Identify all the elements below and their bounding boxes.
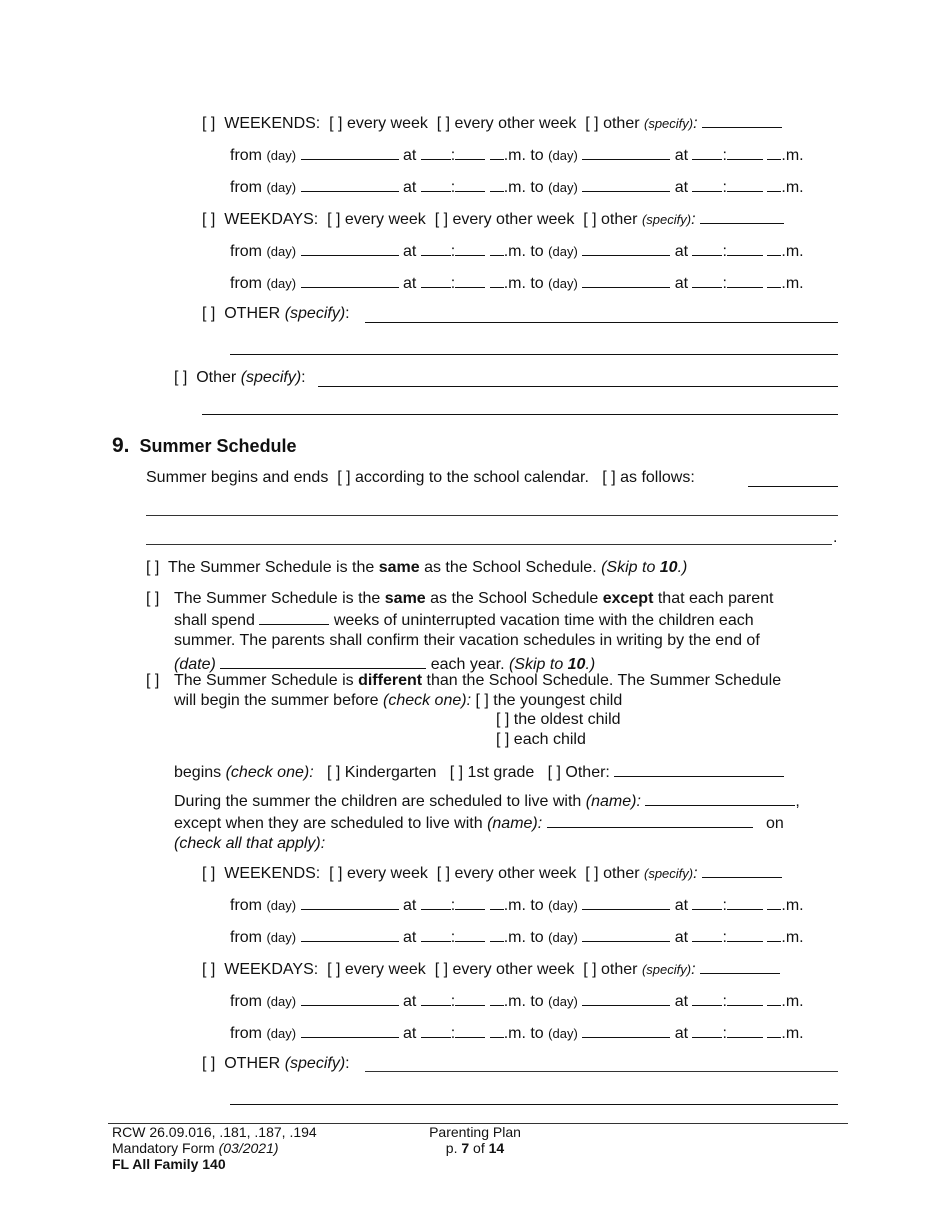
- other-outer-line-2[interactable]: [202, 414, 838, 415]
- hour-field[interactable]: [692, 990, 722, 1006]
- minute-field[interactable]: [727, 176, 763, 192]
- summer-different-checkbox-wrap: [146, 671, 159, 691]
- every-week-checkbox[interactable]: [ ]: [327, 211, 341, 228]
- minute-field[interactable]: [455, 240, 485, 256]
- to-day-field[interactable]: [582, 894, 670, 910]
- ampm-field[interactable]: [490, 1022, 504, 1038]
- date-field[interactable]: [220, 653, 426, 669]
- to-day-field[interactable]: [582, 990, 670, 1006]
- oldest-checkbox[interactable]: [ ]: [496, 711, 510, 728]
- to-day-field[interactable]: [582, 240, 670, 256]
- ampm-field[interactable]: [767, 144, 781, 160]
- minute-field[interactable]: [727, 894, 763, 910]
- summer-same-except-checkbox-wrap: [146, 589, 159, 609]
- section-title: Summer Schedule: [139, 436, 297, 456]
- ampm-field[interactable]: [490, 144, 504, 160]
- summer-same-except-option: The Summer Schedule is the same as the School Schedule except that each parent shall spend weeks of uninterrupted vacation time with the children each summer. The parents shall confirm their vacation schedules in writing by the end of (date) each year. (Skip to 10.): [174, 590, 774, 673]
- hour-field[interactable]: [421, 144, 451, 160]
- hour-field[interactable]: [692, 176, 722, 192]
- every-other-week-checkbox[interactable]: [ ]: [434, 961, 449, 978]
- each-child-option: [ ] each child: [496, 731, 586, 748]
- other-specify-line[interactable]: [365, 322, 838, 323]
- every-other-week-checkbox[interactable]: [ ]: [434, 211, 449, 228]
- oldest-option: [ ] the oldest child: [496, 711, 621, 728]
- from-row: from (day) at : .m. to (day) at : .m.: [230, 272, 804, 294]
- other-specify-field[interactable]: [700, 958, 780, 974]
- other-specify-line-2[interactable]: [230, 354, 838, 355]
- every-week-checkbox[interactable]: [ ]: [327, 961, 341, 978]
- hour-field[interactable]: [421, 1022, 451, 1038]
- minute-field[interactable]: [455, 176, 485, 192]
- from-day-field[interactable]: [301, 894, 399, 910]
- minute-field[interactable]: [727, 990, 763, 1006]
- minute-field[interactable]: [727, 240, 763, 256]
- ampm-field[interactable]: [767, 894, 781, 910]
- as-follows-line-2[interactable]: [146, 515, 838, 516]
- to-day-field[interactable]: [582, 272, 670, 288]
- footer-rcw: RCW 26.09.016, .181, .187, .194: [112, 1124, 317, 1140]
- hour-field[interactable]: [421, 272, 451, 288]
- from-day-field[interactable]: [301, 272, 399, 288]
- from-day-field[interactable]: [301, 990, 399, 1006]
- every-other-week-checkbox[interactable]: [ ]: [436, 865, 451, 882]
- other-caps-checkbox[interactable]: [ ]: [202, 1055, 216, 1072]
- to-day-field[interactable]: [582, 926, 670, 942]
- hour-field[interactable]: [692, 144, 722, 160]
- from-row: from (day) at : .m. to (day) at : .m.: [230, 176, 804, 198]
- begins-other-checkbox[interactable]: [ ]: [547, 764, 561, 781]
- from-day-field[interactable]: [301, 144, 399, 160]
- from-day-field[interactable]: [301, 926, 399, 942]
- hour-field[interactable]: [421, 990, 451, 1006]
- live-with-name-field[interactable]: [645, 790, 795, 806]
- summer-same-except-checkbox[interactable]: [ ]: [146, 590, 160, 607]
- weekends-checkbox[interactable]: [ ]: [202, 865, 216, 882]
- other-caps-checkbox[interactable]: [ ]: [202, 305, 216, 322]
- minute-field[interactable]: [727, 272, 763, 288]
- minute-field[interactable]: [727, 1022, 763, 1038]
- other-outer-line[interactable]: [318, 386, 838, 387]
- begins-other-field[interactable]: [614, 761, 784, 777]
- ampm-field[interactable]: [767, 926, 781, 942]
- summer-begins-row: Summer begins and ends [ ] according to the school calendar. [ ] as follows:: [146, 469, 695, 486]
- every-week-checkbox[interactable]: [ ]: [329, 115, 343, 132]
- hour-field[interactable]: [421, 926, 451, 942]
- ampm-field[interactable]: [490, 176, 504, 192]
- ampm-field[interactable]: [767, 176, 781, 192]
- section-9-heading: [112, 434, 297, 458]
- weeks-field[interactable]: [259, 609, 329, 625]
- youngest-checkbox[interactable]: [ ]: [475, 692, 489, 709]
- from-row: from (day) at : .m. to (day) at : .m.: [230, 894, 804, 916]
- ampm-field[interactable]: [767, 240, 781, 256]
- weekdays-checkbox[interactable]: [ ]: [202, 961, 216, 978]
- other-specify-field[interactable]: [702, 112, 782, 128]
- to-day-field[interactable]: [582, 176, 670, 192]
- hour-field[interactable]: [421, 894, 451, 910]
- summer-weekdays-row: [ ] WEEKDAYS: [ ] every week [ ] every other week [ ] other (specify):: [202, 958, 780, 980]
- kindergarten-checkbox[interactable]: [ ]: [326, 764, 341, 781]
- as-follows-line-3[interactable]: [146, 544, 832, 545]
- from-day-field[interactable]: [301, 1022, 399, 1038]
- ampm-field[interactable]: [490, 272, 504, 288]
- begins-row: begins (check one): [ ] Kindergarten [ ] 1st grade [ ] Other:: [174, 761, 784, 783]
- ampm-field[interactable]: [767, 272, 781, 288]
- from-day-field[interactable]: [301, 176, 399, 192]
- other-checkbox[interactable]: [ ]: [585, 865, 599, 882]
- other-checkbox[interactable]: [ ]: [583, 211, 597, 228]
- to-day-field[interactable]: [582, 1022, 670, 1038]
- summer-same-checkbox[interactable]: [ ]: [146, 559, 160, 576]
- ampm-field[interactable]: [767, 1022, 781, 1038]
- other-checkbox[interactable]: [ ]: [585, 115, 599, 132]
- minute-field[interactable]: [455, 1022, 485, 1038]
- other-caps-row: [ ] OTHER (specify):: [202, 305, 350, 322]
- footer-title: Parenting Plan: [429, 1124, 521, 1140]
- minute-field[interactable]: [455, 144, 485, 160]
- footer-form-id: FL All Family 140: [112, 1156, 226, 1172]
- as-follows-checkbox[interactable]: [ ]: [602, 469, 616, 486]
- from-row: from (day) at : .m. to (day) at : .m.: [230, 1022, 804, 1044]
- ampm-field[interactable]: [767, 990, 781, 1006]
- minute-field[interactable]: [727, 144, 763, 160]
- during-summer-paragraph: During the summer the children are scheduled to live with (name): , except when they are scheduled to live with (name): on (check all that apply):: [174, 790, 800, 854]
- weekends-checkbox[interactable]: [ ]: [202, 115, 216, 132]
- from-row: from (day) at : .m. to (day) at : .m.: [230, 926, 804, 948]
- ampm-field[interactable]: [490, 240, 504, 256]
- footer-mandatory: Mandatory Form (03/2021): [112, 1140, 279, 1156]
- summer-other-row: [ ] OTHER (specify):: [202, 1055, 350, 1072]
- hour-field[interactable]: [692, 1022, 722, 1038]
- summer-different-option: The Summer Schedule is different than the School Schedule. The Summer Schedule will begin the summer before (check one): [ ] the youngest child: [174, 672, 782, 709]
- school-calendar-checkbox[interactable]: [ ]: [337, 469, 351, 486]
- other-row: [ ] Other (specify):: [174, 369, 306, 386]
- except-name-field[interactable]: [547, 812, 753, 828]
- minute-field[interactable]: [455, 272, 485, 288]
- from-row: from (day) at : .m. to (day) at : .m.: [230, 144, 804, 166]
- summer-other-line-2[interactable]: [230, 1104, 838, 1105]
- ampm-field[interactable]: [490, 990, 504, 1006]
- summer-same-option: [ ] The Summer Schedule is the same as the School Schedule. (Skip to 10.): [146, 559, 688, 576]
- from-row: from (day) at : .m. to (day) at : .m.: [230, 240, 804, 262]
- every-week-checkbox[interactable]: [ ]: [329, 865, 343, 882]
- other-specify-field[interactable]: [702, 862, 782, 878]
- other-outer-checkbox[interactable]: [ ]: [174, 369, 188, 386]
- period: .: [833, 529, 838, 546]
- other-specify-field[interactable]: [700, 208, 784, 224]
- to-day-field[interactable]: [582, 144, 670, 160]
- ampm-field[interactable]: [490, 926, 504, 942]
- weekdays-checkbox[interactable]: [ ]: [202, 211, 216, 228]
- from-row: from (day) at : .m. to (day) at : .m.: [230, 990, 804, 1012]
- hour-field[interactable]: [692, 240, 722, 256]
- weekends-row: [ ] WEEKENDS: [ ] every week [ ] every other week [ ] other (specify):: [202, 112, 782, 134]
- each-child-checkbox[interactable]: [ ]: [496, 731, 510, 748]
- ampm-field[interactable]: [490, 894, 504, 910]
- footer-page: p. 7 of 14: [445, 1140, 505, 1156]
- summer-other-line[interactable]: [365, 1071, 838, 1072]
- hour-field[interactable]: [421, 240, 451, 256]
- from-day-field[interactable]: [301, 240, 399, 256]
- other-checkbox[interactable]: [ ]: [583, 961, 597, 978]
- hour-field[interactable]: [421, 176, 451, 192]
- hour-field[interactable]: [692, 926, 722, 942]
- hour-field[interactable]: [692, 894, 722, 910]
- minute-field[interactable]: [455, 894, 485, 910]
- every-other-week-checkbox[interactable]: [ ]: [436, 115, 451, 132]
- footer-center: [429, 1124, 521, 1156]
- weekdays-row: [ ] WEEKDAYS: [ ] every week [ ] every other week [ ] other (specify):: [202, 208, 784, 230]
- minute-field[interactable]: [455, 990, 485, 1006]
- summer-weekends-row: [ ] WEEKENDS: [ ] every week [ ] every other week [ ] other (specify):: [202, 862, 782, 884]
- minute-field[interactable]: [455, 926, 485, 942]
- section-number: 9.: [112, 434, 130, 457]
- summer-different-checkbox[interactable]: [ ]: [146, 672, 160, 689]
- first-grade-checkbox[interactable]: [ ]: [449, 764, 464, 781]
- as-follows-line[interactable]: [748, 486, 838, 487]
- hour-field[interactable]: [692, 272, 722, 288]
- minute-field[interactable]: [727, 926, 763, 942]
- footer-left: [112, 1124, 317, 1172]
